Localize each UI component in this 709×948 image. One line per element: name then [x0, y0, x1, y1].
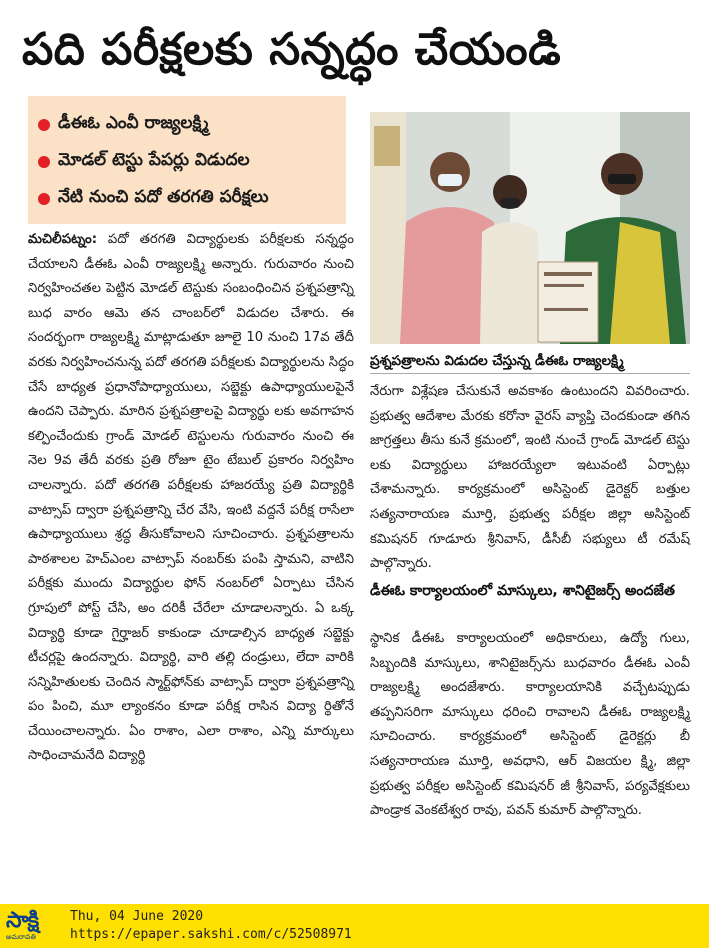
body-text: పదో తరగతి విద్యార్థులకు పరీక్షలకు సన్నద్ధం చేయాలని డీఈఓ ఎంవీ రాజ్యలక్ష్మి అన్నారు. గురువారం నుంచి నిర్వహించతల పెట్టిన మోడల్ టెస్టుకు సంబంధించిన ప్రశ్నపత్రాన్ని బుధ వారం ఆమె తన చాంబర్‌లో విడుదల చేశారు. ఈ సందర్భంగా రాజ్యలక్ష్మి మాట్లాడుతూ జూలై 10 నుంచి 17వ తేదీ వరకు నిర్వహించనున్న పదో తరగతి పరీక్షలకు విద్యార్థులను సిద్ధం చేసే బాధ్యత ప్రధానోపాధ్యాయులు, సబ్జెక్టు ఉపాధ్యాయులపైనే ఉందని చెప్పారు. మారిన ప్రశ్నపత్రాలపై విద్యార్థు లకు అవగాహన కల్పించేందుకు గ్రాండ్ మోడల్ టెస్టులను గురువారం నుంచి ఈ నెల 9వ తేదీ వరకు ప్రతి రోజూ టైం టేబుల్ ప్రకారం నిర్వహిం చాలన్నారు. పదో తరగతి పరీక్షలకు హాజరయ్యే ప్రతి విద్యార్థికి వాట్సాప్ ద్వారా ప్రశ్నపత్రాన్ని చేర వేసి, ఇంటి వద్దనే పరీక్ష రాసేలా ఉపాధ్యాయులు శ్రద్ధ తీసుకోవాలని సూచించారు. ప్రశ్నపత్రాలను పాఠశాలల హెచ్ఎంల వాట్సాప్ నంబర్‌కు పంపి స్తామని, వాటిని పరీక్షకు ముందు విద్యార్థుల ఫోన్ నంబర్‌లో ఏర్పాటు చేసిన గ్రూపులో పోస్ట్ చేసి, అం దరికీ చేరేలా చూడాలన్నారు. ఏ ఒక్క విద్యార్థి కూడా గైర్హాజర్ కాకుండా చూడాల్సిన బాధ్యత సబ్జెక్టు టీచర్లపై ఉందన్నారు. విద్యార్థి, వారి తల్లి దండ్రులు, లేదా వారికి సన్నిహితులకు చెందిన స్మార్ట్‌ఫోన్‌కు వాట్సాప్ ద్వారా ప్రశ్నపత్రాన్ని పం పించి, మూ ల్యాంకనం కూడా పరీక్ష రాసిన విద్యా ర్థితోనే చేయించాలన్నారు. ఏం రాశాం, ఎలా రాశాం, ఎన్ని మార్కులు సాధించామనేది విద్యార్థి	[28, 232, 354, 764]
article-body-right: నేరుగా విశ్లేషణ చేసుకునే అవకాశం ఉంటుందని వివరించారు. ప్రభుత్వ ఆదేశాల మేరకు కరోనా వైరస్ వ్యాప్తి చెందకుండా తగిన జాగ్రత్తలు తీసు కునే క్రమంలో, ఇంటి నుంచే గ్రాండ్ మోడల్ టెస్టు లకు విద్యార్థులు హాజరయ్యేలా ఇటువంటి ఏర్పాట్లు చేశామన్నారు. కార్యక్రమంలో అసిస్టెంట్ డైరెక్టర్ బత్తుల సత్యనారాయణ మూర్తి, ప్రభుత్వ పరీక్షల జిల్లా అసిస్టెంట్ కమిషనర్ గూడూరు శ్రీనివాస్, డీసీబీ సభ్యులు టీ రమేష్ పాల్గొన్నారు.	[370, 384, 690, 572]
highlight-item	[38, 143, 336, 180]
highlight-text: మోడల్ టెస్టు పేపర్లు విడుదల	[58, 149, 250, 170]
article-body-right-second: స్థానిక డీఈఓ కార్యాలయంలో అధికారులు, ఉద్యో గులు, సిబ్బందికి మాస్కులు, శానిటైజర్స్‌ను బుధవారం డీఈఓ ఎంవీ రాజ్యలక్ష్మి అందజేశారు. కార్యాలయానికి వచ్చేటప్పుడు తప్పనిసరిగా మాస్కులు ధరించి రావాలని డీఈఓ రాజ్యలక్ష్మి సూచించారు. కార్యక్రమంలో అసిస్టెంట్ డైరెక్టర్లు బీ సత్యనారాయణ మూర్తి, అవధాని, ఆర్ విజయల క్ష్మి, జిల్లా ప్రభుత్వ పరీక్షల అసిస్టెంట్ కమిషనర్ జీ శ్రీనివాస్, పర్యవేక్షకులు పాండ్రాక వెంకటేశ్వర రావు, పవన్ కుమార్ పాల్గొన్నారు.	[370, 631, 690, 819]
sub-heading: డీఈఓ కార్యాలయంలో మాస్కులు, శానిటైజర్స్ అందజేత	[370, 583, 675, 599]
article-photo	[370, 112, 690, 344]
highlights-box	[28, 96, 346, 224]
officials-photo-illustration	[370, 112, 690, 344]
sakshi-logo	[6, 909, 60, 943]
bullet-icon	[38, 156, 50, 168]
article-headline: పది పరీక్షలకు సన్నద్ధం చేయండి	[22, 24, 562, 75]
footer-bar	[0, 904, 709, 948]
publish-date: Thu, 04 June 2020	[70, 909, 204, 924]
logo-subtext: అమరావతి	[6, 933, 36, 941]
highlight-text: నేటి నుంచి పదో తరగతి పరీక్షలు	[58, 186, 269, 207]
photo-caption: ప్రశ్నపత్రాలను విడుదల చేస్తున్న డీఈఓ రాజ్యలక్ష్మి	[370, 348, 690, 374]
highlight-item	[38, 106, 336, 143]
logo-text: సాక్షి	[6, 908, 39, 933]
bullet-icon	[38, 193, 50, 205]
highlight-text: డీఈఓ ఎంవీ రాజ్యలక్ష్మి	[58, 112, 209, 133]
article-body-left	[28, 228, 354, 769]
dateline: మచిలీపట్నం:	[28, 232, 98, 247]
epaper-link[interactable]: https://epaper.sakshi.com/c/52508971	[70, 927, 352, 942]
bullet-icon	[38, 119, 50, 131]
highlight-item	[38, 180, 336, 217]
